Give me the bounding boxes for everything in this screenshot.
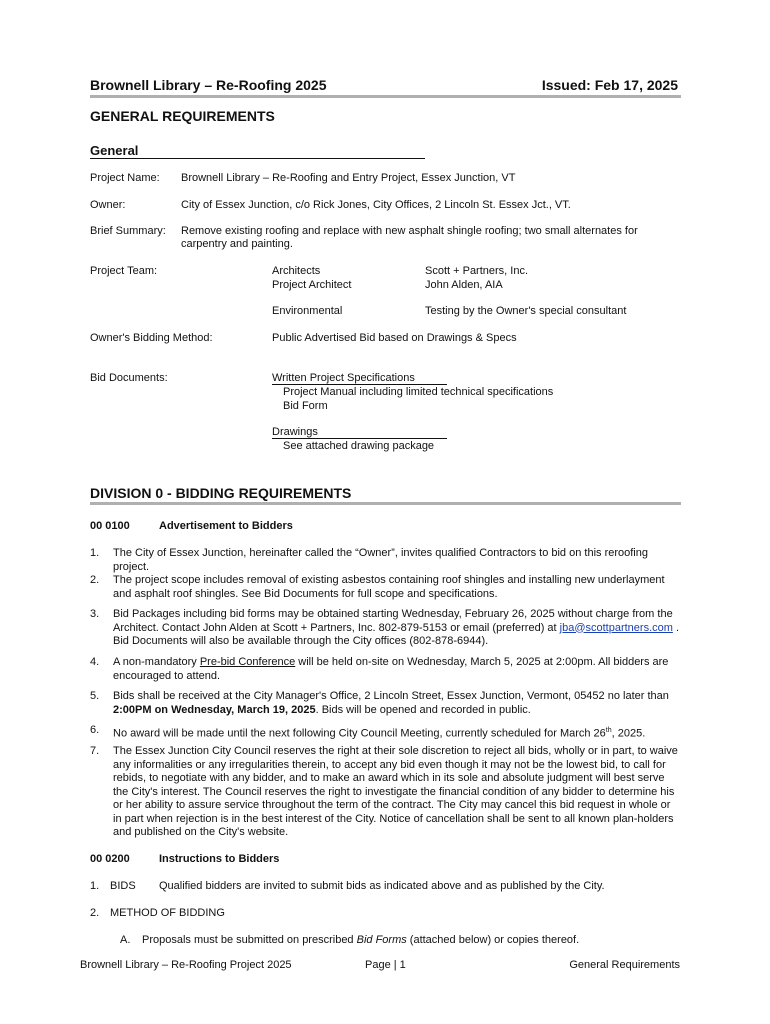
list-item-text-b: . Bid Documents will also be available through the City offices (802-878-6944).: [113, 621, 680, 647]
team-name-environmental: Testing by the Owner's special consultant: [425, 305, 627, 317]
team-role-architects: Architects: [272, 265, 321, 277]
instruction-1-number: 1.: [90, 880, 100, 892]
brief-summary-label: Brief Summary:: [90, 225, 166, 237]
list-item-text: [113, 724, 682, 741]
bid-deadline: 2:00PM on Wednesday, March 19, 2025: [113, 703, 316, 716]
document-title: Brownell Library – Re-Roofing 2025: [90, 77, 327, 93]
list-item-text-a: Bids shall be received at the City Manager's Office, 2 Lincoln Street, Essex Junction, Vermont, 05452 no later than: [113, 690, 669, 702]
bid-docs-specs-line1: Project Manual including limited technical specifications: [283, 386, 554, 398]
list-item-text: [113, 608, 682, 649]
bid-docs-specs-line2: Bid Form: [283, 400, 328, 412]
bidding-method-value: Public Advertised Bid based on Drawings & Specs: [272, 332, 517, 344]
list-item-text: [113, 690, 682, 717]
section-0200-code: 00 0200: [90, 853, 130, 865]
list-item-number: 5.: [90, 690, 100, 702]
email-link[interactable]: jba@scottpartners.com: [559, 621, 673, 634]
bidding-method-label: Owner's Bidding Method:: [90, 332, 213, 344]
list-item: [90, 608, 682, 649]
list-item-text: The project scope includes removal of existing asbestos containing roof shingles and installing new underlayment and asphalt roof shingles. See Bid Documents for full scope and specifications.: [113, 574, 665, 600]
bid-docs-drawings-title: Drawings: [272, 426, 447, 439]
list-item-text-a: A non-mandatory: [113, 656, 200, 668]
instruction-2-number: 2.: [90, 907, 100, 919]
ordinal-suffix: th: [605, 727, 612, 734]
team-name-architects: Scott + Partners, Inc.: [425, 265, 529, 277]
team-role-environmental: Environmental: [272, 305, 343, 317]
instruction-1-text: Qualified bidders are invited to submit bids as indicated above and as published by the City.: [159, 880, 605, 892]
footer-page-number: Page | 1: [365, 959, 406, 971]
list-item-text: [113, 656, 682, 683]
team-name-project-architect: John Alden, AIA: [425, 279, 503, 291]
division-0-heading: DIVISION 0 - BIDDING REQUIREMENTS: [90, 485, 352, 501]
list-item: [90, 745, 682, 840]
project-name-label: Project Name:: [90, 172, 160, 184]
list-item: [90, 656, 682, 683]
list-item-number: 4.: [90, 656, 100, 668]
list-item-number: 2.: [90, 574, 100, 586]
team-role-project-architect: Project Architect: [272, 279, 352, 291]
list-item: [90, 690, 682, 717]
issued-date: Issued: Feb 17, 2025: [541, 77, 678, 93]
section-0200-title: Instructions to Bidders: [159, 853, 280, 865]
bid-documents-label: Bid Documents:: [90, 372, 168, 384]
list-item: [90, 547, 682, 574]
instruction-2-heading: METHOD OF BIDDING: [110, 907, 225, 919]
list-item-text-b: , 2025.: [611, 727, 646, 740]
section-0100-code: 00 0100: [90, 520, 130, 532]
instruction-2a-text-b: (attached below) or copies thereof.: [406, 934, 580, 946]
list-item-text-b: will be held on-site on Wednesday, March 5, 2025 at 2:00pm. All bidders are encouraged to attend.: [113, 656, 669, 682]
header-rule: [90, 95, 681, 98]
project-name-value: Brownell Library – Re-Roofing and Entry Project, Essex Junction, VT: [181, 172, 516, 184]
brief-summary-value: Remove existing roofing and replace with new asphalt shingle roofing; two small alternates for carpentry and painting.: [181, 225, 638, 250]
instruction-2a-letter: A.: [120, 934, 131, 946]
list-item-number: 1.: [90, 547, 100, 559]
section-0100-title: Advertisement to Bidders: [159, 520, 293, 532]
owner-label: Owner:: [90, 199, 126, 211]
owner-value: City of Essex Junction, c/o Rick Jones, City Offices, 2 Lincoln St. Essex Jct., VT.: [181, 199, 571, 211]
list-item-text-a: Bid Packages including bid forms may be obtained starting Wednesday, February 26, 2025 without charge from the Architect. Contact John Alden at Scott + Partners, Inc. 802-879-5153 or email (preferred) at: [113, 608, 673, 634]
project-team-label: Project Team:: [90, 265, 158, 277]
division-0-rule: [90, 502, 681, 505]
instruction-2a-text-a: Proposals must be submitted on prescribed: [142, 934, 357, 946]
list-item-text: The Essex Junction City Council reserves the right at their sole discretion to reject all bids, wholly or in part, to waive any informalities or any irregularities therein, to accept any bid even though it may not be the lowest bid, to call for rebids, to negotiate with any bidder, and to make an award which in its sole and absolute judgment will best serve the City's interest. The Council reserves the right to investigate the financial condition of any bidder to determine his or her ability to assure service throughout the term of the contract. The City may cancel this bid request in whole or in part when rejection is in the best interest of the City. Notice of cancellation shall be sent to all known plan-holders and published on the City's website.: [113, 745, 678, 838]
list-item-number: 7.: [90, 745, 100, 757]
list-item: [90, 724, 682, 741]
list-item-number: 6.: [90, 724, 100, 736]
list-item-text-b: . Bids will be opened and recorded in public.: [315, 703, 531, 716]
bid-docs-drawings-line1: See attached drawing package: [283, 440, 435, 452]
footer-left: Brownell Library – Re-Roofing Project 2025: [80, 959, 292, 971]
general-requirements-heading: GENERAL REQUIREMENTS: [90, 108, 275, 124]
footer-right: General Requirements: [569, 959, 680, 971]
list-item: [90, 574, 682, 601]
instruction-2a-text: [142, 934, 579, 946]
pre-bid-conference-text: Pre-bid Conference: [199, 656, 296, 668]
bid-docs-specs-title: Written Project Specifications: [272, 372, 447, 385]
general-subheading: General: [90, 143, 425, 159]
list-item-text: The City of Essex Junction, hereinafter called the “Owner”, invites qualified Contractors to bid on this reroofing project.: [113, 547, 648, 573]
instruction-1-heading: BIDS: [110, 880, 136, 892]
list-item-number: 3.: [90, 608, 100, 620]
bid-forms-italic: Bid Forms: [356, 934, 407, 946]
list-item-text-a: No award will be made until the next following City Council Meeting, currently scheduled for March 26: [113, 727, 606, 740]
